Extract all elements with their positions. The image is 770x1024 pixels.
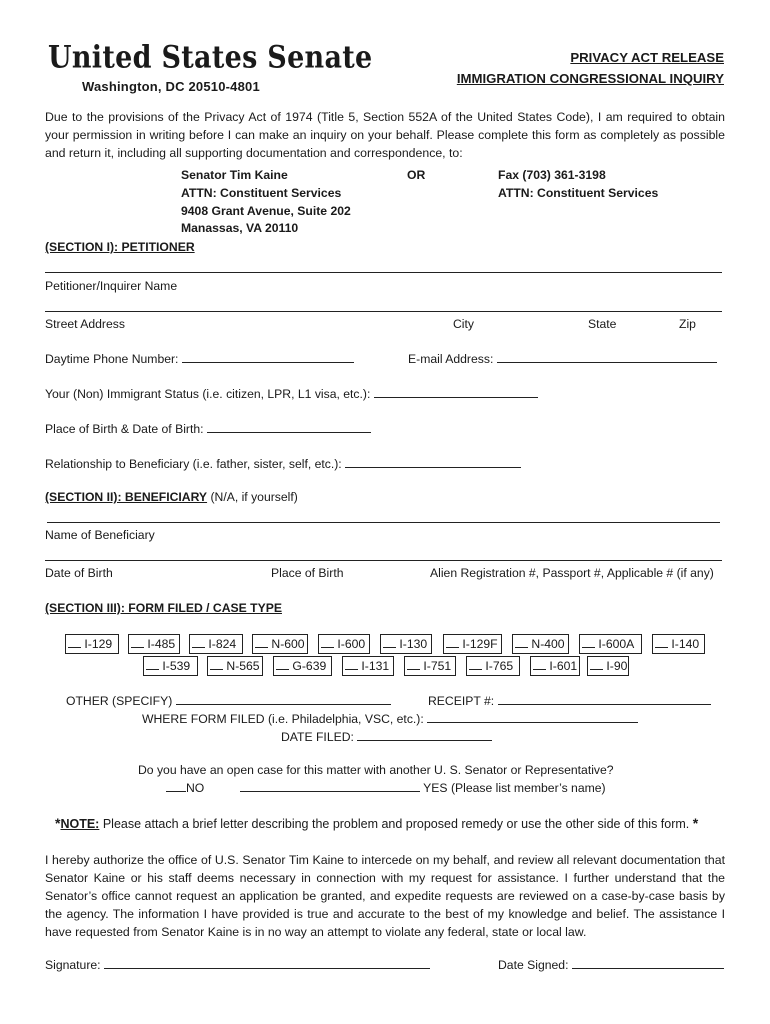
date-filed-row: [281, 729, 492, 744]
fax-attn: ATTN: Constituent Services: [498, 186, 659, 200]
date-filed-label: DATE FILED:: [281, 730, 354, 744]
email-field[interactable]: [497, 351, 717, 363]
section3-heading: (SECTION III): FORM FILED / CASE TYPE: [45, 601, 282, 615]
email-label: E-mail Address:: [408, 352, 494, 366]
other-row: [66, 693, 391, 708]
city-label: City: [453, 317, 474, 331]
note-row: [55, 815, 698, 831]
form-checkbox-i751[interactable]: I-751: [404, 656, 456, 676]
signature-row: [45, 957, 430, 972]
birth-label: Place of Birth & Date of Birth:: [45, 422, 204, 436]
phone-label: Daytime Phone Number:: [45, 352, 179, 366]
form-checkbox-n600[interactable]: N-600: [252, 634, 308, 654]
senate-logo-title: United States Senate: [48, 40, 373, 76]
form-checkbox-i140[interactable]: I-140: [652, 634, 705, 654]
beneficiary-details-line[interactable]: [45, 560, 722, 561]
form-checkbox-i485[interactable]: I-485: [128, 634, 180, 654]
open-case-question: Do you have an open case for this matter with another U. S. Senator or Representative?: [138, 763, 614, 777]
address-line3: 9408 Grant Avenue, Suite 202: [181, 204, 351, 218]
section1-heading: (SECTION I): PETITIONER: [45, 240, 195, 254]
beneficiary-name-line[interactable]: [47, 522, 720, 523]
section2-heading: (SECTION II): BENEFICIARY: [45, 490, 208, 504]
section2-heading-note: (N/A, if yourself): [210, 490, 298, 504]
beneficiary-dob-label: Date of Birth: [45, 566, 113, 580]
other-label: OTHER (SPECIFY): [66, 694, 173, 708]
form-title-line2: IMMIGRATION CONGRESSIONAL INQUIRY: [456, 71, 724, 86]
status-field[interactable]: [374, 386, 538, 398]
date-signed-field[interactable]: [572, 957, 724, 969]
zip-label: Zip: [679, 317, 696, 331]
address-line4: Manassas, VA 20110: [181, 221, 299, 235]
state-label: State: [588, 317, 617, 331]
form-checkbox-n565[interactable]: N-565: [207, 656, 263, 676]
form-checkbox-n400[interactable]: N-400: [512, 634, 569, 654]
relationship-row: [45, 456, 521, 471]
other-field[interactable]: [176, 693, 391, 705]
status-row: [45, 386, 538, 401]
note-star-right: *: [692, 815, 699, 831]
date-signed-row: [498, 957, 724, 972]
receipt-field[interactable]: [498, 693, 711, 705]
note-label: NOTE:: [60, 817, 100, 831]
beneficiary-pob-label: Place of Birth: [271, 566, 344, 580]
form-checkbox-i824[interactable]: I-824: [189, 634, 243, 654]
note-star-left: *: [55, 815, 61, 831]
open-case-no-field[interactable]: [166, 780, 186, 792]
intro-paragraph: Due to the provisions of the Privacy Act of 1974 (Title 5, Section 552A of the United States Code), I am required to obtain your permission in writing before I can make an inquiry on your behalf. Please complete this form as completely as possible and return it, including all supporting documentation and correspondence, to:: [45, 110, 725, 160]
where-filed-label: WHERE FORM FILED (i.e. Philadelphia, VSC, etc.):: [142, 712, 424, 726]
open-case-no-row: [166, 780, 204, 795]
authorization-paragraph: I hereby authorize the office of U.S. Senator Tim Kaine to intercede on my behalf, and review all relevant documentation that Senator Kaine or his staff deems necessary in connection with my request for assistance. I further understand that the Senator’s office cannot request an application be granted, and expedite requests are reviewed on a case-by-case basis by the agency. The information I have provided is true and accurate to the best of my knowledge and belief. The assistance I have requested from Senator Kaine is in no way an attempt to violate any federal, state or local law.: [45, 853, 725, 939]
phone-row: [45, 351, 354, 366]
open-case-no-label: NO: [186, 781, 205, 795]
open-case-yes-field[interactable]: [240, 780, 420, 792]
signature-field[interactable]: [104, 957, 430, 969]
form-checkbox-i130[interactable]: I-130: [380, 634, 432, 654]
form-checkbox-i131[interactable]: I-131: [342, 656, 394, 676]
beneficiary-name-label: Name of Beneficiary: [45, 528, 155, 542]
open-case-yes-label: YES (Please list member’s name): [423, 781, 606, 795]
status-label: Your (Non) Immigrant Status (i.e. citizen, LPR, L1 visa, etc.):: [45, 387, 371, 401]
birth-field[interactable]: [207, 421, 371, 433]
alien-registration-label: Alien Registration #, Passport #, Applicable # (if any): [430, 566, 714, 580]
form-checkbox-g639[interactable]: G-639: [273, 656, 332, 676]
relationship-label: Relationship to Beneficiary (i.e. father, sister, self, etc.):: [45, 457, 342, 471]
form-checkbox-i129[interactable]: I-129: [65, 634, 119, 654]
note-text: Please attach a brief letter describing the problem and proposed remedy or use the other side of this form.: [102, 817, 690, 831]
form-title-line1: PRIVACY ACT RELEASE: [570, 50, 724, 65]
date-signed-label: Date Signed:: [498, 958, 569, 972]
street-address-label: Street Address: [45, 317, 125, 331]
where-filed-row: [142, 711, 638, 726]
address-line1: Senator Tim Kaine: [181, 168, 288, 182]
phone-field[interactable]: [182, 351, 354, 363]
date-filed-field[interactable]: [357, 729, 492, 741]
form-checkbox-i600a[interactable]: I-600A: [579, 634, 642, 654]
form-checkbox-i765[interactable]: I-765: [466, 656, 520, 676]
form-checkbox-i90[interactable]: I-90: [587, 656, 629, 676]
section2-heading-row: [45, 490, 298, 504]
petitioner-name-line[interactable]: [45, 272, 722, 273]
form-checkbox-i601[interactable]: I-601: [530, 656, 580, 676]
petitioner-name-label: Petitioner/Inquirer Name: [45, 279, 178, 293]
form-checkbox-i539[interactable]: I-539: [143, 656, 198, 676]
birth-row: [45, 421, 371, 436]
address-line2: ATTN: Constituent Services: [181, 186, 342, 200]
receipt-row: [428, 693, 711, 708]
street-address-line[interactable]: [45, 311, 722, 312]
senate-logo-subtitle: Washington, DC 20510-4801: [82, 79, 260, 94]
form-checkbox-i129f[interactable]: I-129F: [443, 634, 502, 654]
email-row: [408, 351, 717, 366]
where-filed-field[interactable]: [427, 711, 638, 723]
relationship-field[interactable]: [345, 456, 521, 468]
fax-number: Fax (703) 361-3198: [498, 168, 606, 182]
open-case-yes-row: [240, 780, 606, 795]
form-checkbox-i600[interactable]: I-600: [318, 634, 370, 654]
signature-label: Signature:: [45, 958, 101, 972]
address-or: OR: [407, 168, 426, 182]
receipt-label: RECEIPT #:: [428, 694, 495, 708]
